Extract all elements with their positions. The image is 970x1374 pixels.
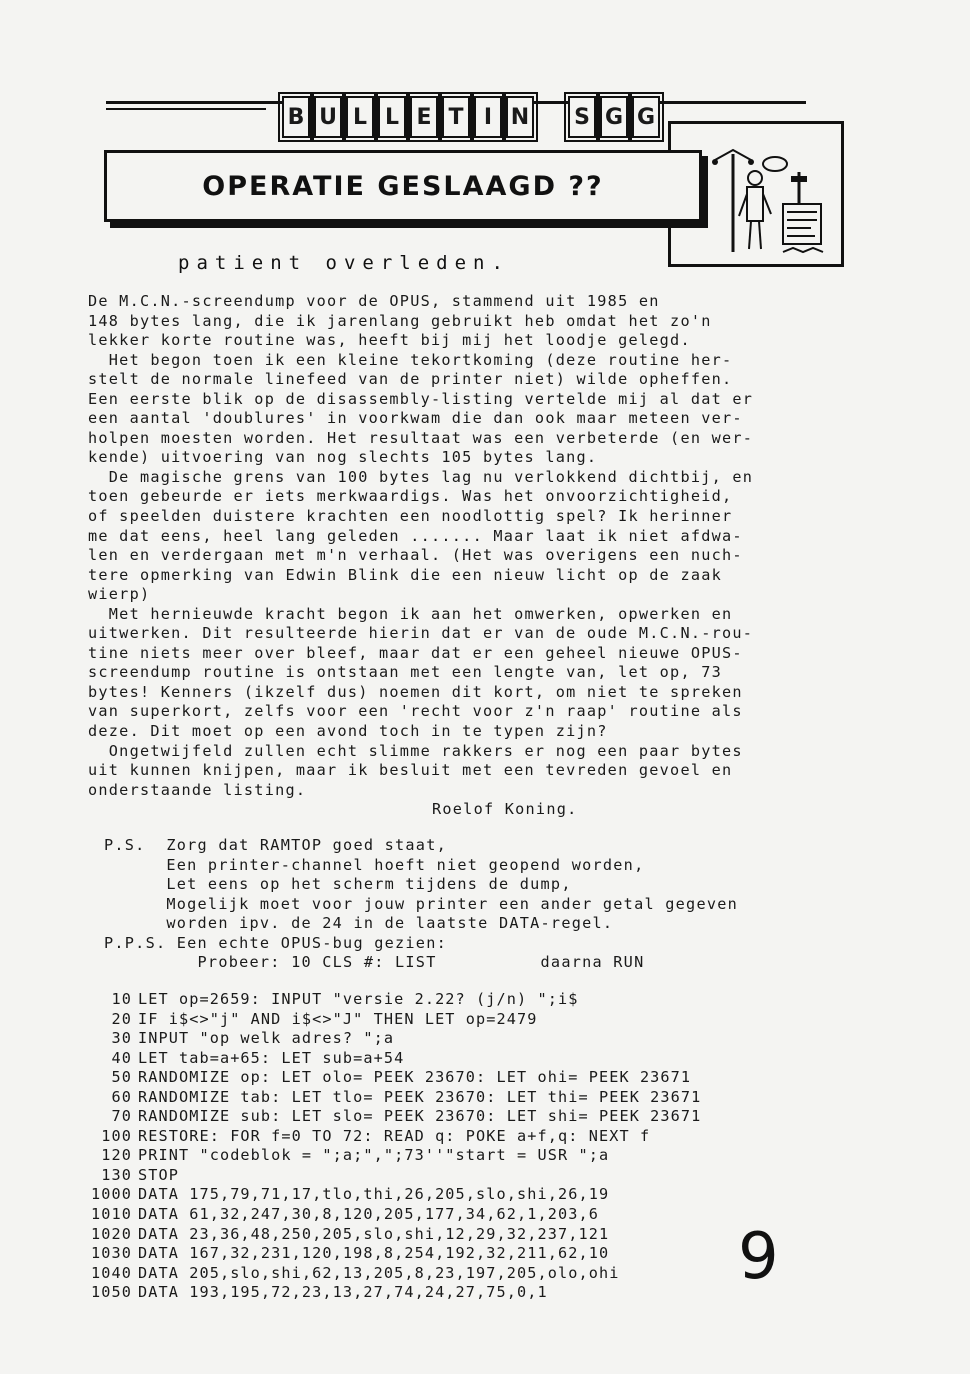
- listing-row: [80, 1166, 840, 1186]
- body-line: een aantal 'doublures' in voorkwam die dan ook maar meteen ver-: [88, 409, 743, 428]
- ps-line: Let eens op het scherm tijdens de dump,: [104, 875, 572, 894]
- body-line: uitwerken. Dit resulteerde hierin dat er van de oude M.C.N.-rou-: [88, 624, 754, 643]
- author-signature: Roelof Koning.: [432, 800, 578, 819]
- masthead-gap: [538, 96, 564, 138]
- line-code: PRINT "codeblok = ";a;",";73''"start = USR ";a: [138, 1146, 610, 1165]
- article-subtitle: patient overleden.: [178, 252, 510, 274]
- ps-line: P.P.S. Een echte OPUS-bug gezien:: [104, 933, 447, 952]
- line-code: DATA 23,36,48,250,205,slo,shi,12,29,32,237,121: [138, 1224, 610, 1243]
- listing-row: [80, 1283, 840, 1303]
- line-number: 70: [111, 1107, 132, 1126]
- body-line: tine niets meer over bleef, maar dat er een geheel nieuwe OPUS-: [88, 643, 743, 662]
- article-body: [88, 292, 848, 820]
- masthead-letter: L: [378, 96, 406, 138]
- listing-row: [80, 1010, 840, 1030]
- article-title: OPERATIE GESLAAGD ??: [202, 170, 604, 202]
- line-number: 1020: [91, 1224, 132, 1243]
- line-number: 40: [111, 1048, 132, 1067]
- body-line: tere opmerking van Edwin Blink die een nieuw licht op de zaak: [88, 565, 723, 584]
- line-number: 50: [111, 1068, 132, 1087]
- ps-line: Een printer-channel hoeft niet geopend worden,: [104, 855, 645, 874]
- body-line: Een eerste blik op de disassembly-listing vertelde mij al dat er: [88, 389, 754, 408]
- listing-row: [80, 1068, 840, 1088]
- body-line: lekker korte routine was, heeft bij mij het loodje gelegd.: [88, 331, 691, 350]
- body-line: of speelden duistere krachten een noodlottig spel? Ik herinner: [88, 507, 733, 526]
- line-number: 1000: [91, 1185, 132, 1204]
- listing-row: [80, 1185, 840, 1205]
- line-code: STOP: [138, 1165, 179, 1184]
- line-number: 1010: [91, 1205, 132, 1224]
- listing-row: [80, 990, 840, 1010]
- line-code: DATA 167,32,231,120,198,8,254,192,32,211,62,10: [138, 1244, 610, 1263]
- body-line: De M.C.N.-screendump voor de OPUS, stammend uit 1985 en: [88, 292, 660, 310]
- line-code: INPUT "op welk adres? ";a: [138, 1029, 395, 1048]
- line-number: 10: [111, 990, 132, 1008]
- postscript-block: [104, 836, 864, 973]
- listing-row: [80, 1225, 840, 1245]
- line-code: LET tab=a+65: LET sub=a+54: [138, 1048, 405, 1067]
- line-number: 1040: [91, 1263, 132, 1282]
- listing-row: [80, 1049, 840, 1069]
- line-number: 20: [111, 1009, 132, 1028]
- masthead-letter: S: [568, 96, 596, 138]
- header-rule-short: [106, 108, 266, 110]
- body-line: uit kunnen knijpen, maar ik besluit met een tevreden gevoel en: [88, 761, 733, 780]
- line-code: RANDOMIZE sub: LET slo= PEEK 23670: LET shi= PEEK 23671: [138, 1107, 702, 1126]
- line-code: RANDOMIZE tab: LET tlo= PEEK 23670: LET thi= PEEK 23671: [138, 1087, 702, 1106]
- masthead-letter: G: [600, 96, 628, 138]
- masthead-letter: U: [314, 96, 342, 138]
- body-line: me dat eens, heel lang geleden ....... Maar laat ik niet afdwa-: [88, 526, 743, 545]
- body-line: Het begon toen ik een kleine tekortkoming (deze routine her-: [88, 350, 733, 369]
- body-line: len en verdergaan met m'n verhaal. (Het was overigens een nuch-: [88, 546, 743, 565]
- line-number: 120: [101, 1146, 132, 1165]
- line-number: 1030: [91, 1244, 132, 1263]
- line-number: 130: [101, 1165, 132, 1184]
- body-line: holpen moesten worden. Het resultaat was een verbeterde (en wer-: [88, 428, 754, 447]
- listing-row: [80, 1127, 840, 1147]
- masthead-letter: I: [474, 96, 502, 138]
- body-line: screendump routine is ontstaan met een lengte van, let op, 73: [88, 663, 723, 682]
- listing-row: [80, 1146, 840, 1166]
- body-line: toen gebeurde er iets merkwaardigs. Was het onvoorzichtigheid,: [88, 487, 733, 506]
- line-number: 30: [111, 1029, 132, 1048]
- masthead: [282, 96, 660, 138]
- listing-row: [80, 1107, 840, 1127]
- masthead-letter: N: [506, 96, 534, 138]
- ps-line: Probeer: 10 CLS #: LIST daarna RUN: [104, 953, 645, 972]
- body-line: kende) uitvoering van nog slechts 105 bytes lang.: [88, 448, 598, 467]
- body-line: 148 bytes lang, die ik jarenlang gebruikt heb omdat het zo'n: [88, 311, 712, 330]
- listing-row: [80, 1244, 840, 1264]
- masthead-letter: E: [410, 96, 438, 138]
- masthead-letter: G: [632, 96, 660, 138]
- masthead-letter: B: [282, 96, 310, 138]
- body-line: wierp): [88, 585, 151, 604]
- line-code: RANDOMIZE op: LET olo= PEEK 23670: LET ohi= PEEK 23671: [138, 1068, 692, 1087]
- basic-listing: [80, 990, 840, 1303]
- line-number: 1050: [91, 1283, 132, 1302]
- body-line: bytes! Kenners (ikzelf dus) noemen dit kort, om niet te spreken: [88, 682, 743, 701]
- listing-row: [80, 1088, 840, 1108]
- body-line: Met hernieuwde kracht begon ik aan het omwerken, opwerken en: [88, 604, 733, 623]
- line-code: RESTORE: FOR f=0 TO 72: READ q: POKE a+f,q: NEXT f: [138, 1126, 651, 1145]
- line-code: DATA 175,79,71,17,tlo,thi,26,205,slo,shi,26,19: [138, 1185, 610, 1204]
- listing-row: [80, 1205, 840, 1225]
- ps-line: worden ipv. de 24 in de laatste DATA-regel.: [104, 914, 614, 933]
- line-code: IF i$<>"j" AND i$<>"J" THEN LET op=2479: [138, 1009, 538, 1028]
- body-line: De magische grens van 100 bytes lag nu verlokkend dichtbij, en: [88, 467, 754, 486]
- listing-row: [80, 1264, 840, 1284]
- line-code: DATA 61,32,247,30,8,120,205,177,34,62,1,203,6: [138, 1205, 599, 1224]
- ps-line: P.S. Zorg dat RAMTOP goed staat,: [104, 836, 447, 854]
- body-line: deze. Dit moet op een avond toch in te typen zijn?: [88, 722, 608, 741]
- body-line: van superkort, zelfs voor een 'recht voor z'n raap' routine als: [88, 702, 743, 721]
- body-line: stelt de normale linefeed van de printer niet) wilde opheffen.: [88, 370, 733, 389]
- listing-row: [80, 1029, 840, 1049]
- article-title-box: [104, 150, 702, 222]
- masthead-letter: T: [442, 96, 470, 138]
- line-code: DATA 205,slo,shi,62,13,205,8,23,197,205,olo,ohi: [138, 1263, 620, 1282]
- line-code: DATA 193,195,72,23,13,27,74,24,27,75,0,1: [138, 1283, 548, 1302]
- page-number: 9: [738, 1220, 779, 1294]
- masthead-letter: L: [346, 96, 374, 138]
- line-code: LET op=2659: INPUT "versie 2.22? (j/n) ";i$: [138, 990, 579, 1008]
- ps-line: Mogelijk moet voor jouw printer een ander getal gegeven: [104, 894, 739, 913]
- body-line: Ongetwijfeld zullen echt slimme rakkers er nog een paar bytes: [88, 741, 743, 760]
- line-number: 100: [101, 1126, 132, 1145]
- body-line: onderstaande listing.: [88, 780, 307, 799]
- line-number: 60: [111, 1087, 132, 1106]
